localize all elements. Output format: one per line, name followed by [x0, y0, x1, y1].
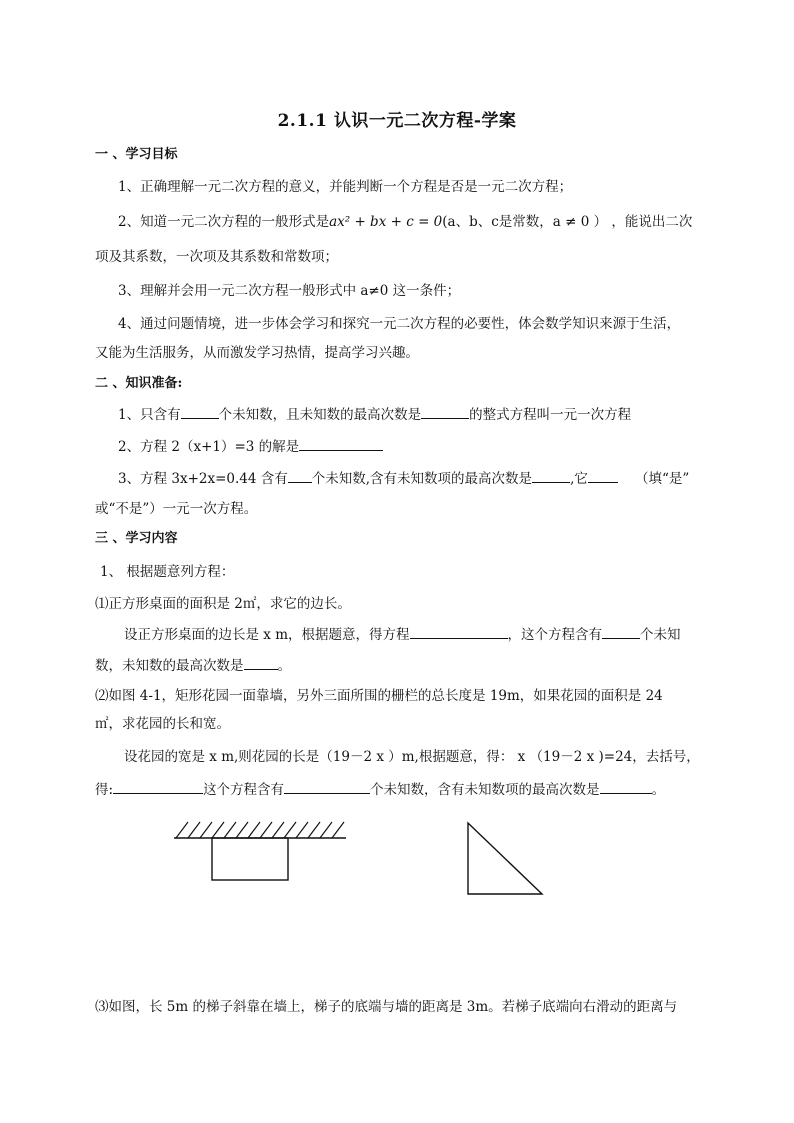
prep-q2-text: 2、方程 2（x+1）=3 的解是 [118, 439, 300, 455]
goal-item-3: 3、理解并会用一元二次方程一般形式中 a≠0 这一条件； [118, 283, 461, 299]
blank-field[interactable] [588, 468, 618, 483]
problem-3: ⑶如图，长 5m 的梯子斜靠在墙上，梯子的底端与墙的距离是 3m。若梯子底端向右滑动的距离与 [95, 999, 678, 1015]
problem-1-part-c: 个未知 [640, 627, 681, 643]
goal-item-4: 4、通过问题情境，进一步体会学习和探究一元二次方程的必要性，体会数学知识来源于生活， [118, 316, 681, 332]
problem-2-part-e: 这个方程含有 [203, 782, 285, 798]
blank-field[interactable] [421, 404, 469, 419]
problem-2-answer [95, 779, 665, 800]
prep-q3-part-d: （填“是” [635, 471, 690, 487]
blank-field[interactable] [181, 404, 219, 419]
general-form-formula: ax² + bx + c = 0 [329, 214, 443, 230]
problem-1-setup [124, 624, 681, 645]
section-heading-prep: 二 、知识准备: [95, 376, 183, 391]
prep-q3 [118, 468, 689, 489]
blank-field[interactable] [410, 624, 508, 639]
blank-field[interactable] [113, 779, 203, 794]
prep-q3-part-a: 3、方程 3x+2x=0.44 含有 [118, 471, 288, 487]
garden-wall-figure [170, 818, 350, 886]
goal-item-2-cont: 项及其系数，一次项及其系数和常数项； [95, 249, 338, 265]
goal-item-4-cont: 又能为生活服务，从而激发学习热情，提高学习兴趣。 [95, 345, 419, 361]
page-title: 2.1.1 认识一元二次方程-学案 [277, 111, 517, 131]
prep-q2 [118, 436, 383, 457]
problem-2: ⑵如图 4-1，矩形花园一面靠墙，另外三面所围的栅栏的总长度是 19m，如果花园的面积是 24 [95, 688, 663, 704]
blank-field[interactable] [299, 436, 383, 451]
problem-1: ⑴正方形桌面的面积是 2㎡，求它的边长。 [95, 596, 351, 612]
prep-q3-part-c: ,它 [570, 471, 588, 487]
prep-q1 [118, 404, 631, 425]
problem-1-part-a: 设正方形桌面的边长是 x m，根据题意，得方程 [124, 627, 410, 643]
goal-item-2-cond: (a、b、c是常数，a ≠ 0 ） ，能说出二次 [442, 214, 693, 230]
prep-q1-part-c: 的整式方程叫一元一次方程 [469, 407, 632, 423]
goal-item-2-text: 2、知道一元二次方程的一般形式是 [118, 214, 330, 230]
problem-1-part-d: 数，未知数的最高次数是 [95, 658, 244, 674]
problem-1-cont [95, 655, 291, 676]
section-heading-goals: 一 、学习目标 [95, 147, 178, 162]
problem-2-setup: 设花园的宽是 x m,则花园的长是（19－2 x ）m,根据题意，得： x （19－2 x )=24，去括号， [124, 749, 700, 765]
blank-field[interactable] [284, 779, 370, 794]
goal-item-2 [118, 212, 692, 232]
blank-field[interactable] [244, 655, 278, 670]
problem-2-part-f: 个未知数，含有未知数项的最高次数是 [370, 782, 600, 798]
blank-field[interactable] [288, 468, 312, 483]
blank-field[interactable] [600, 779, 652, 794]
prep-q3-part-b: 个未知数,含有未知数项的最高次数是 [311, 471, 533, 487]
goal-item-1: 1、正确理解一元二次方程的意义，并能判断一个方程是否是一元二次方程； [118, 179, 573, 195]
content-item-1: 1、 根据题意列方程： [100, 564, 235, 580]
ladder-triangle-figure [464, 820, 548, 898]
prep-q1-part-b: 个未知数，且未知数的最高次数是 [218, 407, 422, 423]
problem-2-cont: ㎡，求花园的长和宽。 [95, 716, 230, 732]
prep-q1-part-a: 1、只含有 [118, 407, 181, 423]
problem-2-part-g: 。 [651, 782, 666, 798]
problem-1-part-b: ，这个方程含有 [507, 627, 602, 643]
section-heading-content: 三 、学习内容 [95, 531, 178, 546]
prep-q3-cont: 或“不是”）一元一次方程。 [95, 501, 258, 517]
blank-field[interactable] [602, 624, 640, 639]
blank-field[interactable] [532, 468, 570, 483]
problem-2-part-d: 得: [95, 782, 114, 798]
problem-1-part-e: 。 [277, 658, 291, 674]
